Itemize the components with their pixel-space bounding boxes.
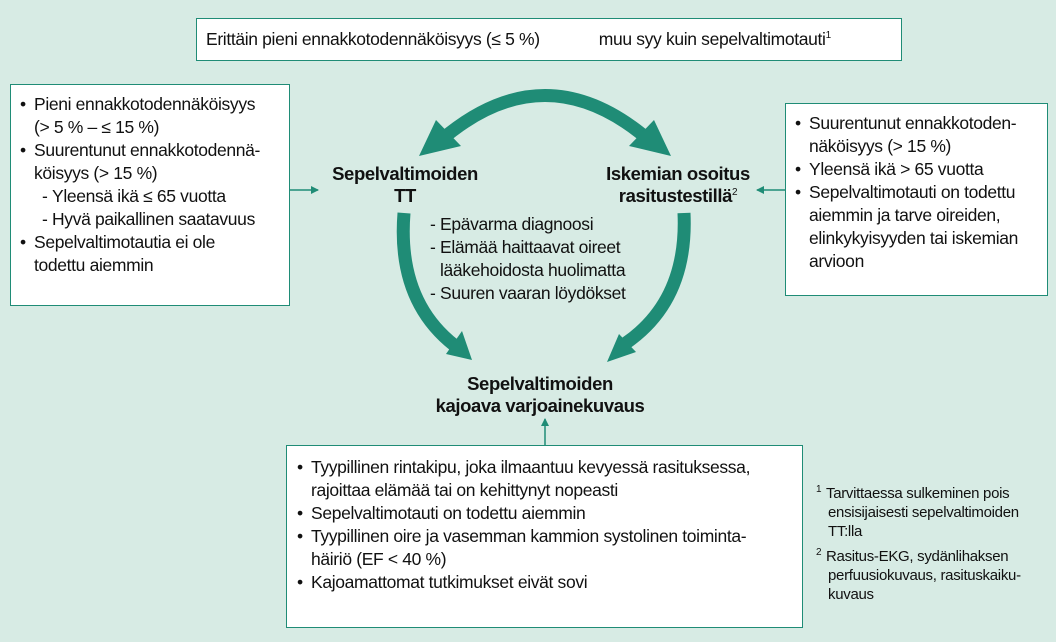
node-coronary-ct <box>305 163 505 207</box>
bottom-line: • Kajoamattomat tutkimukset eivät sovi <box>297 571 802 594</box>
footnote-item <box>816 484 1052 541</box>
footnote-line: ensisijaisesti sepelvaltimoiden <box>828 504 1019 521</box>
left-line: • Pieni ennakkotodennäköisyys <box>20 93 289 116</box>
top-box <box>196 18 902 61</box>
node-stress-test <box>588 163 768 207</box>
left-line: • Suurentunut ennakkotodennä- <box>20 139 289 162</box>
cycle-arrow-top <box>440 96 650 142</box>
right-line: • Yleensä ikä > 65 vuotta <box>795 158 1047 181</box>
footnote-line: TT:lla <box>828 523 863 540</box>
right-criteria-box <box>785 103 1048 296</box>
footnote-mark: 1 <box>816 484 822 495</box>
footnote-line: perfuusiokuvaus, rasituskaiku- <box>828 567 1021 584</box>
footnote-mark: 2 <box>816 547 822 558</box>
footnote-line: Tarvittaessa sulkeminen pois <box>826 485 1010 502</box>
right-line: näköisyys (> 15 %) <box>809 136 952 156</box>
node-invasive-angiography <box>400 373 680 417</box>
left-line: • Sepelvaltimotautia ei ole <box>20 231 289 254</box>
right-line: • Sepelvaltimotauti on todettu <box>795 181 1047 204</box>
center-line: - Epävarma diagnoosi <box>430 213 680 236</box>
node-coronary-ct-line1: Sepelvaltimoiden <box>332 163 478 184</box>
right-line: aiemmin ja tarve oireiden, <box>809 205 1001 225</box>
left-criteria-box <box>10 84 290 306</box>
center-line: - Suuren vaaran löydökset <box>430 282 680 305</box>
top-box-right-text: muu syy kuin sepelvaltimotauti <box>598 29 826 49</box>
node-coronary-ct-line2: TT <box>394 185 416 206</box>
left-line: köisyys (> 15 %) <box>34 163 158 183</box>
node-angio-line1: Sepelvaltimoiden <box>467 373 613 394</box>
center-line: lääkehoidosta huolimatta <box>440 260 626 280</box>
center-line: - Elämää haittaavat oireet <box>430 236 680 259</box>
bottom-line: häiriö (EF < 40 %) <box>311 549 447 569</box>
left-line: - Yleensä ikä ≤ 65 vuotta <box>20 185 289 208</box>
right-line: arvioon <box>809 251 864 271</box>
footnotes <box>816 484 1052 610</box>
bottom-line: • Tyypillinen oire ja vasemman kammion systolinen toiminta- <box>297 525 802 548</box>
node-angio-line2: kajoava varjoainekuvaus <box>435 395 645 416</box>
footnote-line: kuvaus <box>828 586 874 603</box>
left-line: todettu aiemmin <box>34 255 154 275</box>
node-stress-test-line2: rasitustestillä <box>618 185 733 206</box>
footnote-item <box>816 547 1052 604</box>
bottom-criteria-box <box>286 445 803 628</box>
node-stress-test-line1: Iskemian osoitus <box>606 163 750 184</box>
node-stress-test-footnote-mark: 2 <box>732 186 738 198</box>
bottom-line: • Tyypillinen rintakipu, joka ilmaantuu kevyessä rasituksessa, <box>297 456 802 479</box>
right-line: elinkykyisyyden tai iskemian <box>809 228 1019 248</box>
right-line: • Suurentunut ennakkotoden- <box>795 112 1047 135</box>
top-box-footnote-mark: 1 <box>825 30 831 42</box>
left-line: - Hyvä paikallinen saatavuus <box>20 208 289 231</box>
bottom-line: • Sepelvaltimotauti on todettu aiemmin <box>297 502 802 525</box>
center-indication-list <box>430 213 680 305</box>
top-box-left-text: Erittäin pieni ennakkotodennäköisyys (≤ 5 %) <box>206 29 540 49</box>
left-line: (> 5 % – ≤ 15 %) <box>34 117 160 137</box>
footnote-line: Rasitus-EKG, sydänlihaksen <box>826 548 1009 565</box>
bottom-line: rajoittaa elämää tai on kehittynyt nopeasti <box>311 480 618 500</box>
